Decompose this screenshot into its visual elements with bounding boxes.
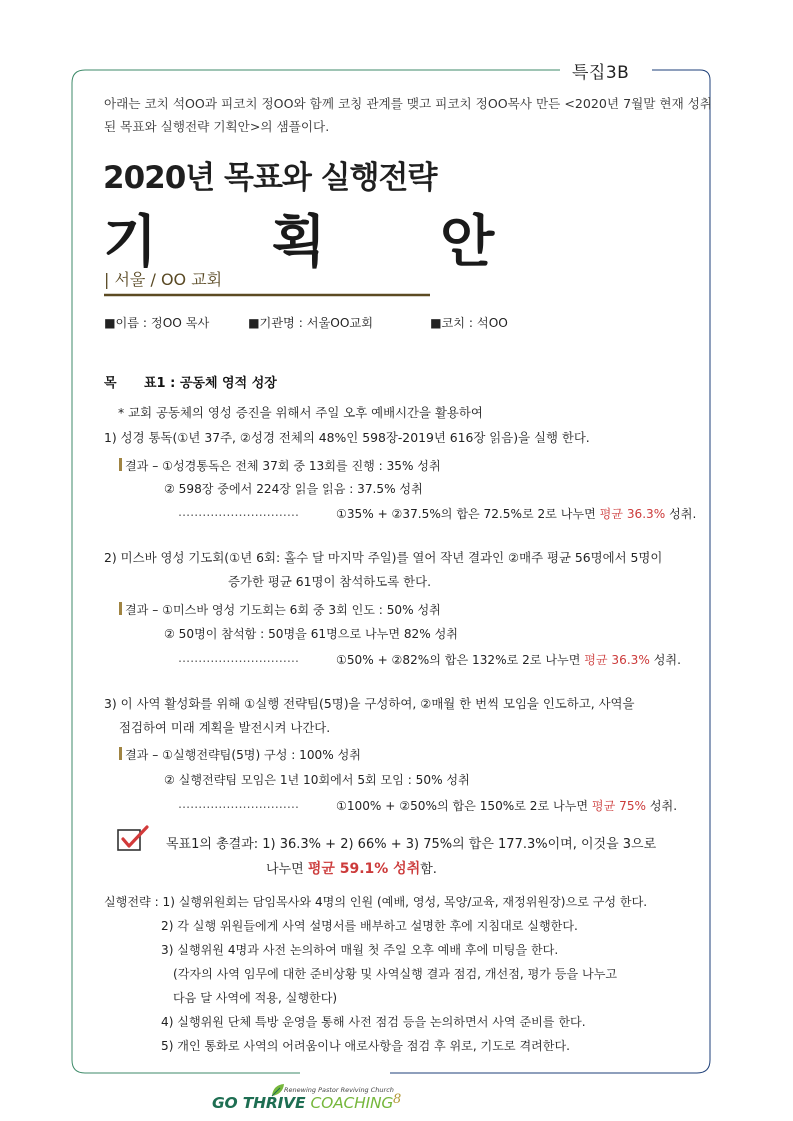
page-number: 8 xyxy=(393,1092,402,1107)
goal-note: * 교회 공동체의 영성 증진을 위해서 주일 오후 예배시간을 활용하여 xyxy=(118,405,483,420)
result-bar xyxy=(119,602,122,615)
result-2-dots: ………………………… xyxy=(178,651,299,665)
result-1-calc: ①35% + ②37.5%의 합은 72.5%로 2로 나누면 평균 36.3% 성취. xyxy=(336,507,697,521)
summary-line2: 나누면 평균 59.1% 성취함. xyxy=(266,861,437,877)
result-bar xyxy=(119,458,122,471)
checkbox-check-icon xyxy=(116,824,152,854)
goal-heading: 표1 : 공동체 영적 성장 xyxy=(144,376,277,391)
section-tag: 특집3B xyxy=(572,63,630,83)
exec-line-7: 5) 개인 통화로 사역의 어려움이나 애로사항을 점검 후 위로, 기도로 격려한다. xyxy=(161,1039,571,1053)
exec-line-1: 실행전략 : 1) 실행위원회는 담임목사와 4명의 인원 (예배, 영성, 목양/교육, 재정위원장)으로 구성 한다. xyxy=(104,895,648,909)
result-3-dots: ………………………… xyxy=(178,797,299,811)
result-2a: 결과 – ①미스바 영성 기도회는 6회 중 3회 인도 : 50% 성취 xyxy=(119,601,441,618)
result-1b: ② 598장 중에서 224장 읽을 읽음 : 37.5% 성취 xyxy=(164,482,423,496)
result-bar xyxy=(119,747,122,760)
goal-item-1: 1) 성경 통독(①년 37주, ②성경 전체의 48%인 598장-2019년 616장 읽음)을 실행 한다. xyxy=(104,430,590,445)
location-label: | 서울 / OO 교회 xyxy=(104,270,223,289)
info-org: ■기관명 : 서울OO교회 xyxy=(248,316,373,330)
info-name: ■이름 : 정OO 목사 xyxy=(104,316,210,330)
result-3b: ② 실행전략팀 모임은 1년 10회에서 5회 모임 : 50% 성취 xyxy=(164,773,470,787)
result-3a: 결과 – ①실행전략팀(5명) 구성 : 100% 성취 xyxy=(119,746,361,763)
result-3-calc: ①100% + ②50%의 합은 150%로 2로 나누면 평균 75% 성취. xyxy=(336,799,678,813)
summary-line1: 목표1의 총결과: 1) 36.3% + 2) 66% + 3) 75%의 합은 177.3%이며, 이것을 3으로 xyxy=(166,837,657,852)
go-thrive-logo: GO THRIVE COACHING xyxy=(212,1094,394,1112)
goal-item-3-line1: 3) 이 사역 활성화를 위해 ①실행 전략팀(5명)을 구성하여, ②매월 한 번씩 모임을 인도하고, 사역을 xyxy=(104,696,635,711)
result-2b: ② 50명이 참석함 : 50명을 61명으로 나누면 82% 성취 xyxy=(164,627,458,641)
exec-line-4: (각자의 사역 임무에 대한 준비상황 및 사역실행 결과 점검, 개선점, 평가 등을 나누고 xyxy=(173,967,618,981)
exec-line-2: 2) 각 실행 위원들에게 사역 설명서를 배부하고 설명한 후에 지침대로 실행한다. xyxy=(161,919,578,933)
result-1-dots: ………………………… xyxy=(178,505,299,519)
logo-tagline: Renewing Pastor Reviving Church xyxy=(284,1086,394,1094)
goal-item-2-line1: 2) 미스바 영성 기도회(①년 6회: 홀수 달 마지막 주일)를 열어 작년 결과인 ②매주 평균 56명에서 5명이 xyxy=(104,550,663,565)
goal-item-3-line2: 점검하여 미래 계획을 발전시켜 나간다. xyxy=(119,720,331,735)
result-2-calc: ①50% + ②82%의 합은 132%로 2로 나누면 평균 36.3% 성취. xyxy=(336,653,681,667)
goal-item-2-line2: 증가한 평균 61명이 참석하도록 한다. xyxy=(228,574,432,589)
title-line2: 기 획 안 xyxy=(103,210,495,275)
exec-line-3: 3) 실행위원 4명과 사전 논의하여 매월 첫 주일 오후 예배 후에 미팅을 한다. xyxy=(161,943,559,957)
exec-line-6: 4) 실행위원 단체 특방 운영을 통해 사전 점검 등을 논의하면서 사역 준비를 한다. xyxy=(161,1015,586,1029)
title-line1: 2020년 목표와 실행전략 xyxy=(103,160,437,196)
goal-heading-prefix: 목 xyxy=(104,376,117,391)
result-1a: 결과 – ①성경통독은 전체 37회 중 13회를 진행 : 35% 성취 xyxy=(119,457,441,474)
exec-line-5: 다음 달 사역에 적용, 실행한다) xyxy=(173,991,338,1005)
info-coach: ■코치 : 석OO xyxy=(430,316,508,330)
intro-paragraph: 아래는 코치 석OO과 피코치 정OO와 함께 코칭 관계를 맺고 피코치 정OO목사 만든 <2020년 7월말 현재 성취된 목표와 실행전략 기획안>의 샘플이다. xyxy=(104,96,713,134)
